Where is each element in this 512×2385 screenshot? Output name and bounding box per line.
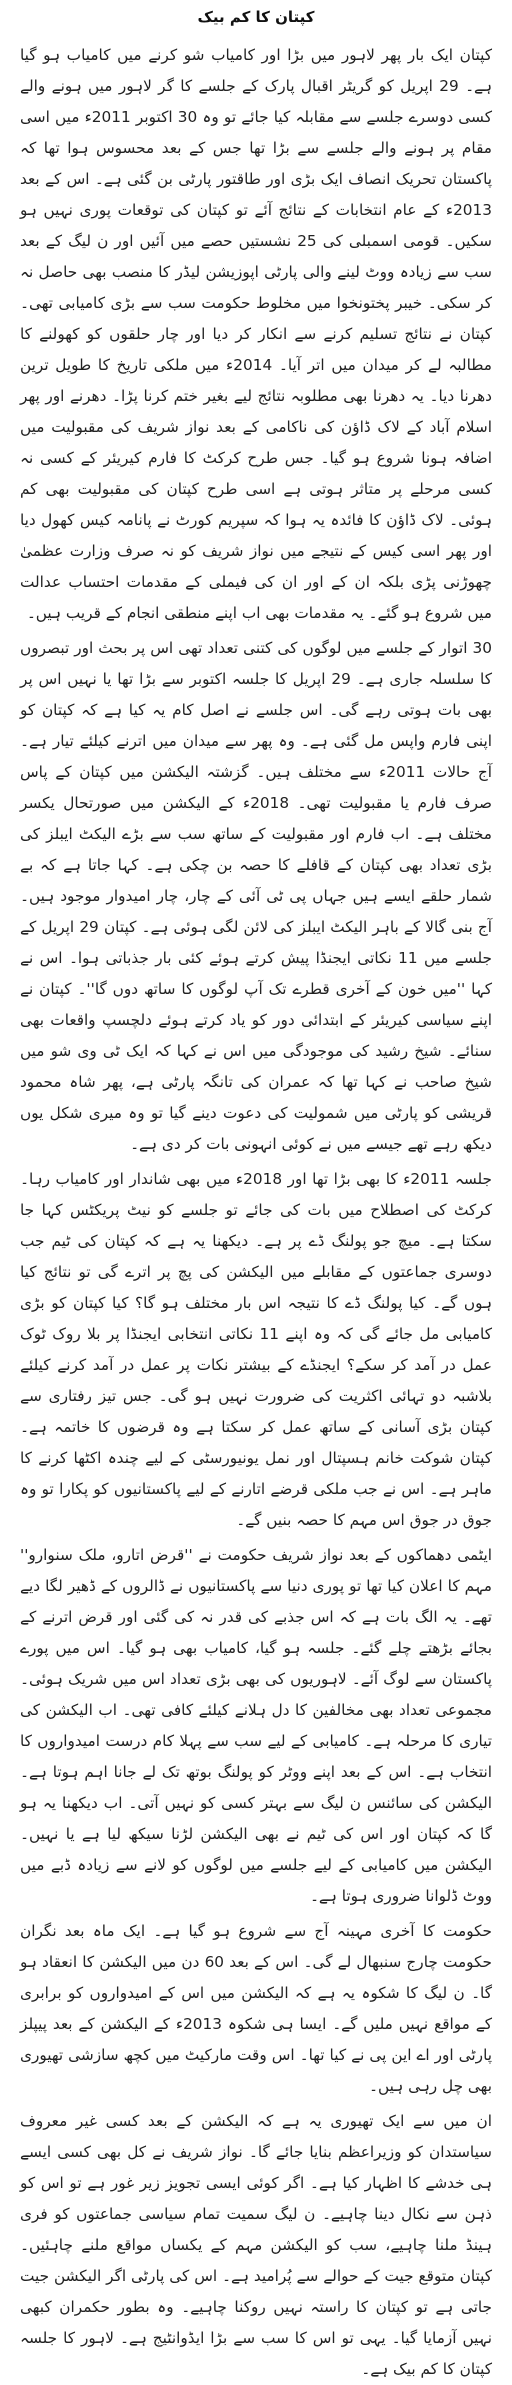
paragraph: جلسہ 2011ء کا بھی بڑا تھا اور 2018ء میں بھی شاندار اور کامیاب رہا۔ کرکٹ کی اصطلاح میں بات کی جائے تو جلسے کو نیٹ پریکٹس کہا جا سکتا ہے۔ میچ جو پولنگ ڈے پر ہے۔ دیکھنا یہ ہے کہ کپتان کی ٹیم جب دوسری جماعتوں کے مقابلے میں الیکشن کی پچ پر اترے گی تو نتائج کیا ہوں گے۔ کیا پولنگ ڈے کا نتیجہ اس بار مختلف ہو گا؟ کیا کپتان کو بڑی کامیابی مل جائے گی کہ وہ اپنے 11 نکاتی انتخابی ایجنڈا پر بلا روک ٹوک عمل در آمد کر سکے؟ ایجنڈے کے بیشتر نکات پر عمل در آمد کرنے کیلئے بلاشبہ دو تہائی اکثریت کی ضرورت نہیں ہو گی۔ جس تیز رفتاری سے کپتان بڑی آسانی کے ساتھ عمل کر سکتا ہے وہ قرضوں کا خاتمہ ہے۔ کپتان شوکت خانم ہسپتال اور نمل یونیورسٹی کے لیے چندہ اکٹھا کرنے کا ماہر ہے۔ اس نے جب ملکی قرضے اتارنے کے لیے پاکستانیوں کو پکارا تو وہ جوق در جوق اس مہم کا حصہ بنیں گے۔ (20, 1170, 493, 1529)
paragraph: ایٹمی دھماکوں کے بعد نواز شریف حکومت نے ''قرض اتارو، ملک سنوارو'' مہم کا اعلان کیا تھا تو پوری دنیا سے پاکستانیوں نے ڈالروں کے ڈھیر لگا دیے تھے۔ یہ الگ بات ہے کہ اس جذبے کی قدر نہ کی گئی اور قرض اترنے کے بجائے بڑھتے چلے گئے۔ جلسہ ہو گیا، کامیاب بھی ہو گیا۔ اس میں پورے پاکستان سے لوگ آئے۔ لاہوریوں کی بھی بڑی تعداد اس میں شریک ہوئی۔ مجموعی تعداد بھی مخالفین کا دل ہلانے کیلئے کافی تھی۔ اب الیکشن کی تیاری کا مرحلہ ہے۔ کامیابی کے لیے سب سے پہلا کام درست امیدواروں کا انتخاب ہے۔ اس کے بعد اپنے ووٹر کو پولنگ بوتھ تک لے جانا اہم ہوتا ہے۔ الیکشن کی سائنس ن لیگ سے بہتر کسی کو نہیں آتی۔ اب دیکھنا یہ ہو گا کہ کپتان اور اس کی ٹیم نے بھی الیکشن لڑنا سیکھ لیا ہے یا نہیں۔ الیکشن میں کامیابی کے لیے جلسے میں لوگوں کو لانے سے زیادہ ڈبے میں ووٹ ڈلوانا ضروری ہوتا ہے۔ (20, 1546, 492, 1905)
paragraph: حکومت کا آخری مہینہ آج سے شروع ہو گیا ہے۔ ایک ماہ بعد نگران حکومت چارج سنبھال لے گی۔ اس کے بعد 60 دن میں الیکشن کا انعقاد ہو گا۔ ن لیگ کا شکوہ یہ ہے کہ الیکشن میں اس کے امیدواروں کو برابری کے مواقع نہیں ملیں گے۔ ایسا ہی شکوہ 2013ء کے الیکشن کے بعد پیپلز پارٹی اور اے این پی نے کیا تھا۔ اس وقت مارکیٹ میں کچھ سازشی تھیوری بھی چل رہی ہیں۔ (20, 1922, 493, 2095)
article-title: کپتان کا کم بیک (197, 8, 315, 26)
paragraph: 30 اتوار کے جلسے میں لوگوں کی کتنی تعداد تھی اس پر بحث اور تبصروں کا سلسلہ جاری ہے۔ 29 اپریل کا جلسہ اکتوبر سے بڑا تھا یا نہیں اس پر بھی بات ہوتی رہے گی۔ اس جلسے نے اصل کام یہ کیا ہے کہ کپتان کو اپنی فارم واپس مل گئی ہے۔ وہ پھر سے میدان میں اترنے کیلئے تیار ہے۔ آج حالات 2011ء سے مختلف ہیں۔ گزشتہ الیکشن میں کپتان کے پاس صرف فارم یا مقبولیت تھی۔ 2018ء کے الیکشن میں صورتحال یکسر مختلف ہے۔ اب فارم اور مقبولیت کے ساتھ سب سے بڑے الیکٹ ایبلز کی بڑی تعداد بھی کپتان کے قافلے کا حصہ بن چکی ہے۔ کہا جاتا ہے کہ بے شمار حلقے ایسے ہیں جہاں پی ٹی آئی کے چار، چار امیدوار موجود ہیں۔ آج بنی گالا کے باہر الیکٹ ایبلز کی لائن لگی ہوئی ہے۔ کپتان 29 اپریل کے جلسے میں 11 نکاتی ایجنڈا پیش کرتے ہوئے کئی بار جذباتی ہوا۔ اس نے کہا ''میں خون کے آخری قطرے تک آپ لوگوں کا ساتھ دوں گا''۔ کپتان نے اپنے سیاسی کیریئر کے ابتدائی دور کو یاد کرتے ہوئے دلچسپ واقعات بھی سنائے۔ شیخ رشید کی موجودگی میں اس نے کہا کہ ایک ٹی وی شو میں شیخ صاحب نے کہا تھا کہ عمران کی تانگہ پارٹی ہے، پھر شاہ محمود قریشی کو پارٹی میں شمولیت کی دعوت دینے گیا تو وہ میری شکل یوں دیکھ رہے تھے جیسے میں نے کوئی انہونی بات کر دی ہے۔ (20, 639, 492, 1153)
paragraph: کپتان ایک بار پھر لاہور میں بڑا اور کامیاب شو کرنے میں کامیاب ہو گیا ہے۔ 29 اپریل کو گریٹر اقبال پارک کے جلسے کا گر لاہور میں ہونے والے کسی دوسرے جلسے سے مقابلہ کیا جائے تو وہ 30 اکتوبر 2011ء میں اسی مقام پر ہونے والے جلسے سے بڑا تھا جس کے بعد محسوس ہوا تھا کہ پاکستان تحریک انصاف ایک بڑی اور طاقتور پارٹی بن گئی ہے۔ اس کے بعد 2013ء کے عام انتخابات کے نتائج آئے تو کپتان کی توقعات پوری نہیں ہو سکیں۔ قومی اسمبلی کی 25 نشستیں حصے میں آئیں اور ن لیگ کے بعد سب سے زیادہ ووٹ لینے والی پارٹی اپوزیشن لیڈر کا منصب بھی حاصل نہ کر سکی۔ خیبر پختونخوا میں مخلوط حکومت سب سے بڑی کامیابی تھی۔ کپتان نے نتائج تسلیم کرنے سے انکار کر دیا اور چار حلقوں کو کھولنے کا مطالبہ لے کر میدان میں اتر آیا۔ 2014ء میں ملکی تاریخ کا طویل ترین دھرنا دیا۔ یہ دھرنا بھی مطلوبہ نتائج لیے بغیر ختم کرنا پڑا۔ دھرنے اور پھر اسلام آباد کے لاک ڈاؤن کی ناکامی کے بعد نواز شریف کی مقبولیت میں اضافہ ہونا شروع ہو گیا۔ جس طرح کرکٹ کا فارم کیریئر کے کسی نہ کسی مرحلے پر متاثر ہوتی ہے اسی طرح کپتان کی مقبولیت بھی کم ہوئی۔ لاک ڈاؤن کا فائدہ یہ ہوا کہ سپریم کورٹ نے پانامہ کیس کھول دیا اور پھر اسی کیس کے نتیجے میں نواز شریف کو نہ صرف وزارت عظمیٰ چھوڑنی پڑی بلکہ ان کے اور ان کی فیملی کے مقدمات احتساب عدالت میں شروع ہو گئے۔ یہ مقدمات بھی اب اپنے منطقی انجام کے قریب ہیں۔ (20, 46, 492, 622)
article-body (20, 40, 492, 2385)
paragraph: ان میں سے ایک تھیوری یہ ہے کہ الیکشن کے بعد کسی غیر معروف سیاستدان کو وزیراعظم بنایا جائے گا۔ نواز شریف نے کل بھی کسی ایسے ہی خدشے کا اظہار کیا ہے۔ اگر کوئی ایسی تجویز زیر غور ہے تو اس کو ذہن سے نکال دینا چاہیے۔ ن لیگ سمیت تمام سیاسی جماعتوں کو فری ہینڈ ملنا چاہیے، سب کو الیکشن مہم کے یکساں مواقع ملنے چاہئیں۔ کپتان متوقع جیت کے حوالے سے پُرامید ہے۔ اس کی پارٹی اگر الیکشن جیت جاتی ہے تو کپتان کا راستہ نہیں روکنا چاہیے۔ وہ بطور حکمران کبھی نہیں آزمایا گیا۔ یہی تو اس کا سب سے بڑا ایڈوانٹیج ہے۔ لاہور کا جلسہ کپتان کا کم بیک ہے۔ (20, 2112, 492, 2378)
